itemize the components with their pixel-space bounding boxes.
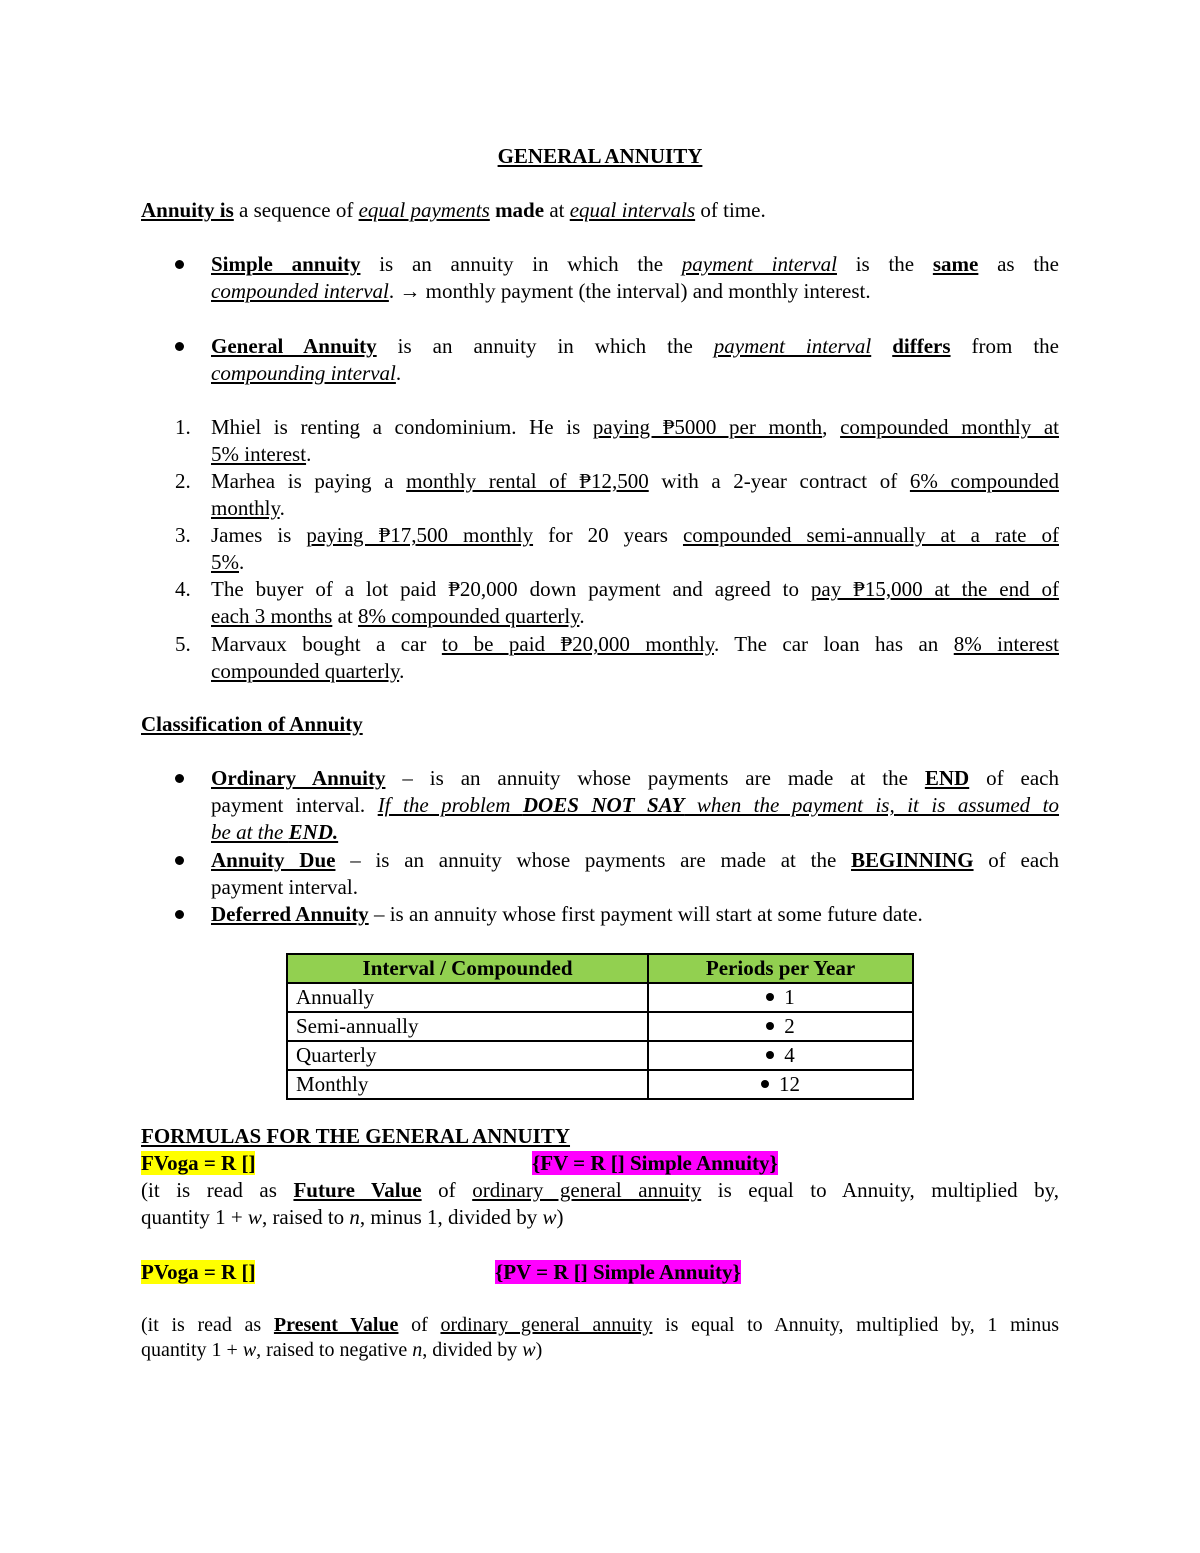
pv-formula: PVoga = R [] [141, 1260, 256, 1284]
annuity-due-line-2: payment interval. [211, 875, 358, 899]
table-header-row [287, 954, 913, 983]
list-item-continued: each 3 months at 8% compounded quarterly. [211, 604, 585, 628]
periods-table [286, 953, 914, 1100]
list-item-continued: 5% interest. [211, 442, 312, 466]
table-header: Periods per Year [648, 954, 913, 983]
list-item-number: 4. [175, 577, 191, 601]
table-cell: Semi-annually [287, 1012, 648, 1041]
fv-simple-formula: {FV = R [] Simple Annuity} [532, 1151, 778, 1175]
table-cell: 2 [648, 1012, 913, 1041]
fv-reading-line-1: (it is read as Future Value of ordinary general annuity is equal to Annuity, multiplied by, [141, 1178, 1060, 1202]
list-item: The buyer of a lot paid ₱20,000 down payment and agreed to pay ₱15,000 at the end of [211, 577, 1060, 601]
table-cell: 12 [648, 1070, 913, 1099]
table-cell: Monthly [287, 1070, 648, 1099]
general-annuity-line-1: General Annuity is an annuity in which the payment interval differs from the [211, 334, 1060, 358]
table-cell: Annually [287, 983, 648, 1012]
general-annuity-line-2: compounding interval. [211, 361, 402, 385]
classification-heading: Classification of Annuity [141, 712, 363, 736]
bullet-icon [175, 774, 184, 783]
fv-reading-line-2: quantity 1 + w, raised to n, minus 1, divided by w) [141, 1205, 564, 1229]
list-item-number: 1. [175, 415, 191, 439]
annuity-due-line-1: Annuity Due – is an annuity whose payments are made at the BEGINNING of each [211, 848, 1059, 872]
deferred-annuity-line: Deferred Annuity – is an annuity whose first payment will start at some future date. [211, 902, 923, 926]
ordinary-annuity-line-1: Ordinary Annuity – is an annuity whose payments are made at the END of each [211, 766, 1059, 790]
list-item-number: 5. [175, 632, 191, 656]
arrow-right-icon: → [399, 279, 421, 303]
list-item: Marvaux bought a car to be paid ₱20,000 monthly. The car loan has an 8% interest [211, 632, 1059, 656]
list-item: Mhiel is renting a condominium. He is paying ₱5000 per month, compounded monthly at [211, 415, 1060, 439]
list-item: James is paying ₱17,500 monthly for 20 years compounded semi-annually at a rate of [211, 523, 1059, 547]
annuity-definition: Annuity is a sequence of equal payments made at equal intervals of time. [141, 198, 766, 222]
bullet-icon [766, 1022, 774, 1030]
bullet-icon [766, 1051, 774, 1059]
table-row [287, 1012, 913, 1041]
table-cell: Quarterly [287, 1041, 648, 1070]
ordinary-annuity-line-2: payment interval. If the problem DOES NOT SAY when the payment is, it is assumed to [211, 793, 1060, 817]
bullet-icon [761, 1080, 769, 1088]
table-row [287, 983, 913, 1012]
list-item-number: 2. [175, 469, 191, 493]
table-row [287, 1041, 913, 1070]
formulas-heading: FORMULAS FOR THE GENERAL ANNUITY [141, 1124, 571, 1148]
list-item-continued: 5%. [211, 550, 245, 574]
list-item-continued: monthly. [211, 496, 285, 520]
bullet-icon [175, 260, 184, 269]
list-item-continued: compounded quarterly. [211, 659, 405, 683]
simple-annuity-line-2: compounded interval. → monthly payment (the interval) and monthly interest. [211, 279, 871, 303]
page-title: GENERAL ANNUITY [497, 144, 703, 168]
list-item: Marhea is paying a monthly rental of ₱12,500 with a 2-year contract of 6% compounded [211, 469, 1059, 493]
ordinary-annuity-line-3: be at the END. [211, 820, 339, 844]
bullet-icon [175, 856, 184, 865]
bullet-icon [766, 993, 774, 1001]
pv-reading-line-2: quantity 1 + w, raised to negative n, divided by w) [141, 1339, 543, 1361]
simple-annuity-line-1: Simple annuity is an annuity in which the payment interval is the same as the [211, 252, 1059, 276]
list-item-number: 3. [175, 523, 191, 547]
bullet-icon [175, 910, 184, 919]
fv-formula: FVoga = R [] [141, 1151, 256, 1175]
table-header: Interval / Compounded [287, 954, 648, 983]
table-row [287, 1070, 913, 1099]
pv-simple-formula: {PV = R [] Simple Annuity} [495, 1260, 741, 1284]
table-cell: 4 [648, 1041, 913, 1070]
table-cell: 1 [648, 983, 913, 1012]
pv-reading-line-1: (it is read as Present Value of ordinary general annuity is equal to Annuity, multiplied by, 1 minus [141, 1314, 1060, 1336]
bullet-icon [175, 342, 184, 351]
